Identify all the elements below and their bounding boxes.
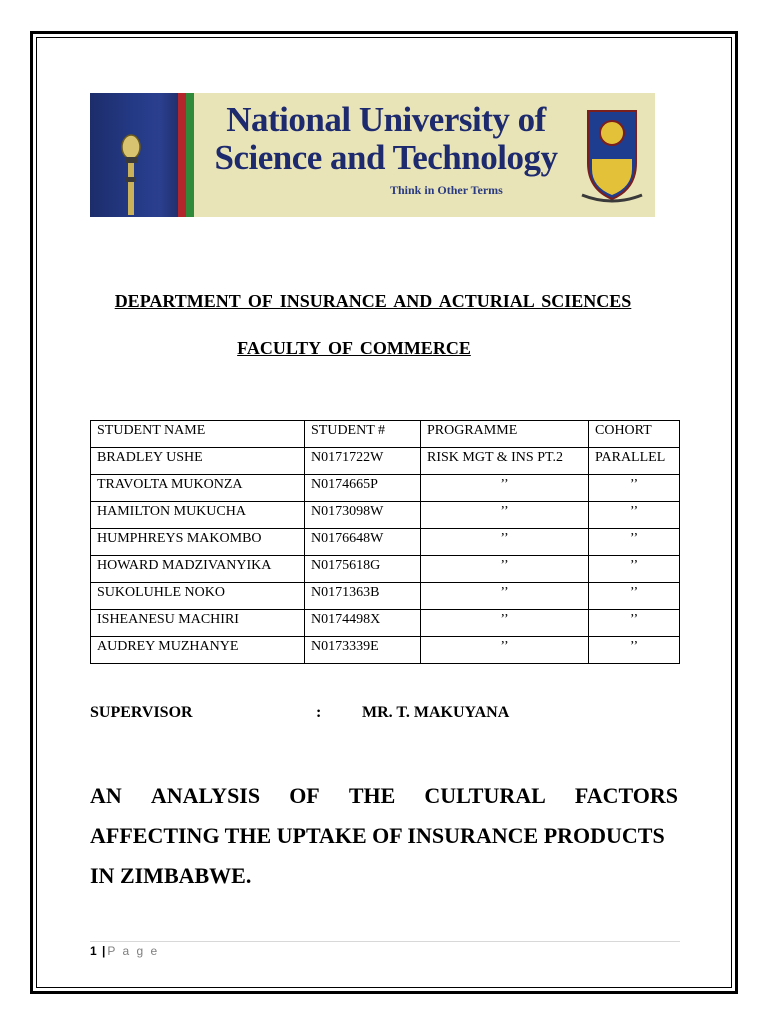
table-row: [91, 583, 680, 610]
table-row: [91, 502, 680, 529]
header-programme: PROGRAMME: [421, 421, 589, 448]
table-header-row: [91, 421, 680, 448]
programme-cell: RISK MGT & INS PT.2: [421, 448, 589, 475]
supervisor-label: SUPERVISOR: [90, 704, 193, 721]
programme-cell: ’’: [421, 610, 589, 637]
programme-cell: ’’: [421, 529, 589, 556]
mace-icon: [116, 133, 146, 215]
cohort-cell: ’’: [589, 502, 680, 529]
university-name-line2: Science and Technology: [214, 138, 558, 177]
supervisor-name: MR. T. MAKUYANA: [362, 704, 510, 721]
title-word: OF: [289, 783, 320, 808]
department-title: DEPARTMENT OF INSURANCE AND ACTURIAL SCIENCES: [114, 291, 632, 311]
header-student-name: STUDENT NAME: [91, 421, 305, 448]
university-tagline: Think in Other Terms: [390, 183, 503, 197]
student-name-cell: SUKOLUHLE NOKO: [91, 583, 305, 610]
project-title-line3: IN ZIMBABWE.: [90, 863, 252, 888]
title-word: THE: [348, 783, 396, 808]
project-title: [90, 776, 678, 896]
programme-cell: ’’: [421, 583, 589, 610]
student-number-cell: N0171363B: [305, 583, 421, 610]
project-title-line1: [90, 776, 678, 816]
programme-cell: ’’: [421, 475, 589, 502]
student-number-cell: N0174498X: [305, 610, 421, 637]
title-word: CULTURAL: [424, 783, 546, 808]
table-row: [91, 475, 680, 502]
title-word: FACTORS: [574, 783, 678, 808]
cohort-cell: ’’: [589, 610, 680, 637]
table-row: [91, 556, 680, 583]
student-number-cell: N0171722W: [305, 448, 421, 475]
page-label: P a g e: [107, 944, 160, 958]
faculty-title: FACULTY OF COMMERCE: [237, 338, 471, 358]
table-row: [91, 610, 680, 637]
table-row: [91, 448, 680, 475]
student-name-cell: TRAVOLTA MUKONZA: [91, 475, 305, 502]
student-number-cell: N0176648W: [305, 529, 421, 556]
student-number-cell: N0173339E: [305, 637, 421, 664]
banner-green-stripe: [186, 93, 194, 217]
university-name: [196, 101, 576, 177]
university-crest-icon: [578, 103, 646, 207]
student-name-cell: HAMILTON MUKUCHA: [91, 502, 305, 529]
table-row: [91, 529, 680, 556]
student-number-cell: N0174665P: [305, 475, 421, 502]
supervisor-colon: :: [316, 704, 322, 721]
title-word: AN: [90, 783, 122, 808]
cohort-cell: ’’: [589, 529, 680, 556]
student-name-cell: HOWARD MADZIVANYIKA: [91, 556, 305, 583]
programme-cell: ’’: [421, 556, 589, 583]
university-name-line1: National University of: [226, 100, 546, 139]
student-name-cell: BRADLEY USHE: [91, 448, 305, 475]
page-footer: [90, 944, 159, 958]
footer-divider: [90, 941, 680, 942]
cohort-cell: ’’: [589, 556, 680, 583]
title-word: ANALYSIS: [150, 783, 261, 808]
student-number-cell: N0173098W: [305, 502, 421, 529]
student-name-cell: AUDREY MUZHANYE: [91, 637, 305, 664]
university-banner: [90, 93, 655, 217]
cohort-cell: PARALLEL: [589, 448, 680, 475]
page-number: 1: [90, 944, 97, 958]
page-separator: |: [102, 944, 106, 958]
banner-red-stripe: [178, 93, 186, 217]
programme-cell: ’’: [421, 502, 589, 529]
cohort-cell: ’’: [589, 637, 680, 664]
cohort-cell: ’’: [589, 583, 680, 610]
header-student-number: STUDENT #: [305, 421, 421, 448]
programme-cell: ’’: [421, 637, 589, 664]
table-row: [91, 637, 680, 664]
project-title-line2: AFFECTING THE UPTAKE OF INSURANCE PRODUCTS: [90, 823, 665, 848]
cohort-cell: ’’: [589, 475, 680, 502]
student-number-cell: N0175618G: [305, 556, 421, 583]
student-name-cell: ISHEANESU MACHIRI: [91, 610, 305, 637]
header-cohort: COHORT: [589, 421, 680, 448]
student-table: [90, 420, 680, 664]
student-name-cell: HUMPHREYS MAKOMBO: [91, 529, 305, 556]
